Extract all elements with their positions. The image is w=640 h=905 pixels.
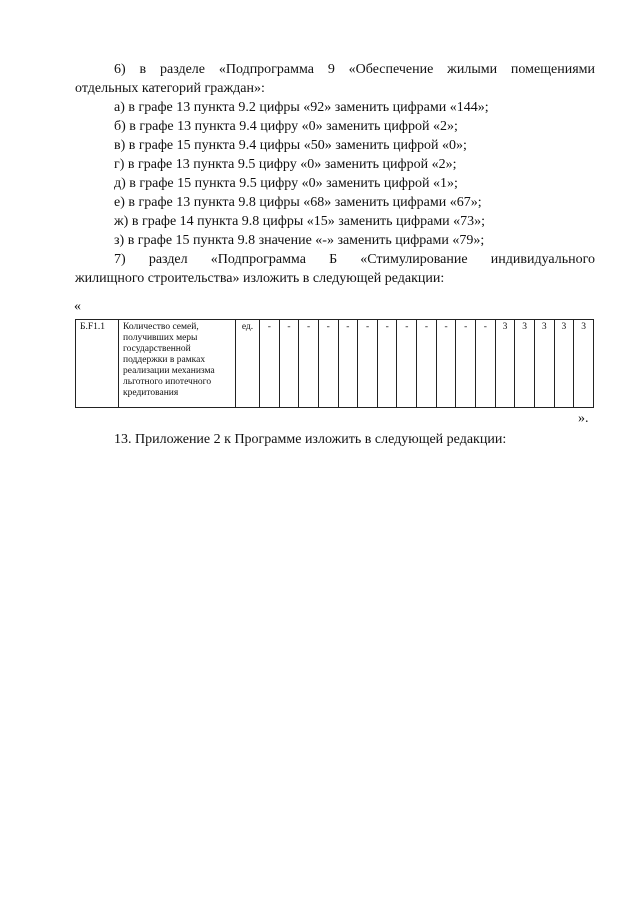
table-cell-value: -	[476, 320, 496, 408]
table-cell-value: -	[436, 320, 456, 408]
subprogram-table	[75, 319, 594, 408]
table-cell-unit: ед.	[236, 320, 260, 408]
table-cell-value: -	[377, 320, 397, 408]
subitem-zh: ж) в графе 14 пункта 9.8 цифры «15» заменить цифрами «73»;	[114, 214, 486, 229]
item7-line1: 7) раздел «Подпрограмма Б «Стимулирование индивидуального	[114, 252, 595, 267]
table-cell-value: -	[279, 320, 299, 408]
table-cell-value: 3	[534, 320, 554, 408]
subitem-v: в) в графе 15 пункта 9.4 цифры «50» заменить цифрой «0»;	[114, 138, 467, 153]
table-cell-code: Б.F1.1	[76, 320, 119, 408]
item7-line2: жилищного строительства» изложить в следующей редакции:	[75, 271, 445, 286]
table-cell-value: -	[318, 320, 338, 408]
subitem-a: а) в графе 13 пункта 9.2 цифры «92» заменить цифрами «144»;	[114, 100, 489, 115]
table-cell-value: 3	[515, 320, 535, 408]
table-cell-value: -	[299, 320, 319, 408]
table-cell-value: -	[358, 320, 378, 408]
table-cell-value: -	[260, 320, 280, 408]
table-cell-value: -	[456, 320, 476, 408]
subitem-b: б) в графе 13 пункта 9.4 цифру «0» заменить цифрой «2»;	[114, 119, 458, 134]
item6-line1: 6) в разделе «Подпрограмма 9 «Обеспечение жилыми помещениями	[114, 62, 595, 77]
table-cell-value: -	[417, 320, 437, 408]
table-row	[76, 320, 594, 408]
table-cell-value: 3	[554, 320, 574, 408]
table-cell-value: 3	[574, 320, 594, 408]
subitem-d: д) в графе 15 пункта 9.5 цифру «0» заменить цифрой «1»;	[114, 176, 458, 191]
quote-open: «	[74, 299, 81, 314]
subitem-e: е) в графе 13 пункта 9.8 цифры «68» заменить цифрами «67»;	[114, 195, 482, 210]
subitem-g: г) в графе 13 пункта 9.5 цифру «0» заменить цифрой «2»;	[114, 157, 457, 172]
quote-close: ».	[578, 411, 589, 426]
table-cell-description: Количество семей, получивших меры государственной поддержки в рамках реализации механизма льготного ипотечного кредитования	[119, 320, 236, 408]
table-cell-value: -	[397, 320, 417, 408]
item6-line2: отдельных категорий граждан»:	[75, 81, 265, 96]
item13-line: 13. Приложение 2 к Программе изложить в следующей редакции:	[114, 432, 507, 447]
table-cell-value: 3	[495, 320, 515, 408]
subitem-z: з) в графе 15 пункта 9.8 значение «-» заменить цифрами «79»;	[114, 233, 485, 248]
table-cell-value: -	[338, 320, 358, 408]
